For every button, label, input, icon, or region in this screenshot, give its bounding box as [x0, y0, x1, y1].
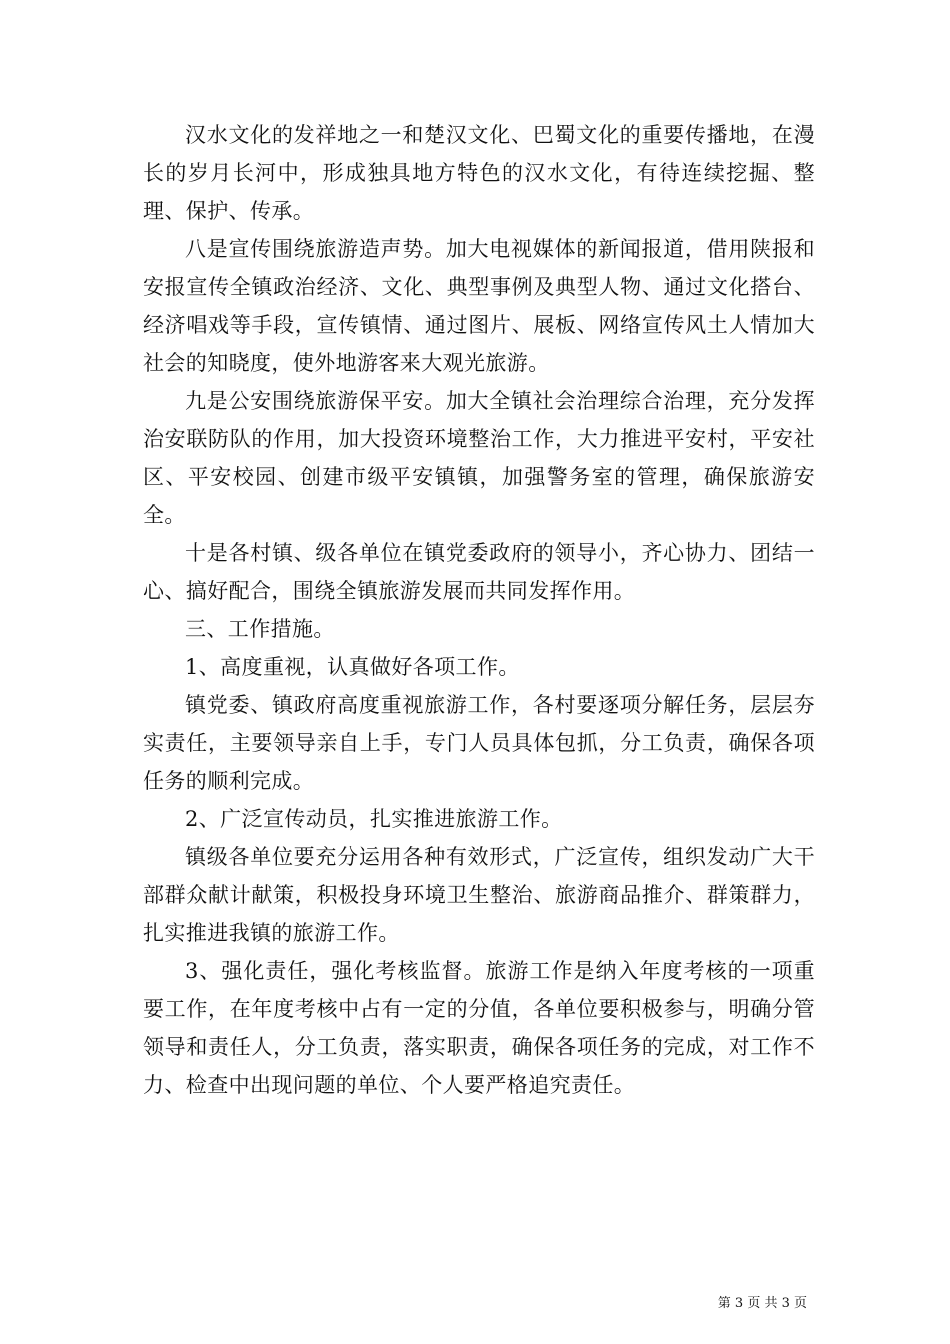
subheading-1: 1、高度重视，认真做好各项工作。 — [185, 655, 520, 679]
paragraph-7: 3、强化责任，强化考核监督。旅游工作是纳入年度考核的一项重要工作，在年度考核中占有一定的分值，各单位要积极参与，明确分管领导和责任人，分工负责，落实职责，确保各项任务的完成，对工作不力、检查中出现问题的单位、个人要严格追究责任。 — [143, 959, 815, 1097]
paragraph-6: 镇级各单位要充分运用各种有效形式，广泛宣传，组织发动广大干部群众献计献策，积极投身环境卫生整治、旅游商品推介、群策群力，扎实推进我镇的旅游工作。 — [143, 845, 815, 945]
document-body — [143, 116, 815, 1104]
paragraph-1: 汉水文化的发祥地之一和楚汉文化、巴蜀文化的重要传播地，在漫长的岁月长河中，形成独具地方特色的汉水文化，有待连续挖掘、整理、保护、传承。 — [143, 123, 815, 223]
subheading-2: 2、广泛宣传动员，扎实推进旅游工作。 — [185, 807, 563, 831]
paragraph-3: 九是公安围绕旅游保平安。加大全镇社会治理综合治理，充分发挥治安联防队的作用，加大投资环境整治工作，大力推进平安村，平安社区、平安校园、创建市级平安镇镇，加强警务室的管理，确保旅游安全。 — [143, 389, 815, 527]
page-number: 第 3 页 共 3 页 — [717, 1296, 807, 1311]
section-heading-measures: 三、工作措施。 — [185, 617, 335, 641]
paragraph-5: 镇党委、镇政府高度重视旅游工作，各村要逐项分解任务，层层夯实责任，主要领导亲自上手，专门人员具体包抓，分工负责，确保各项任务的顺利完成。 — [143, 693, 815, 793]
paragraph-4: 十是各村镇、级各单位在镇党委政府的领导小，齐心协力、团结一心、搞好配合，围绕全镇旅游发展而共同发挥作用。 — [143, 541, 815, 603]
paragraph-2: 八是宣传围绕旅游造声势。加大电视媒体的新闻报道，借用陕报和安报宣传全镇政治经济、文化、典型事例及典型人物、通过文化搭台、经济唱戏等手段，宣传镇情、通过图片、展板、网络宣传风土人情加大社会的知晓度，使外地游客来大观光旅游。 — [143, 237, 815, 375]
